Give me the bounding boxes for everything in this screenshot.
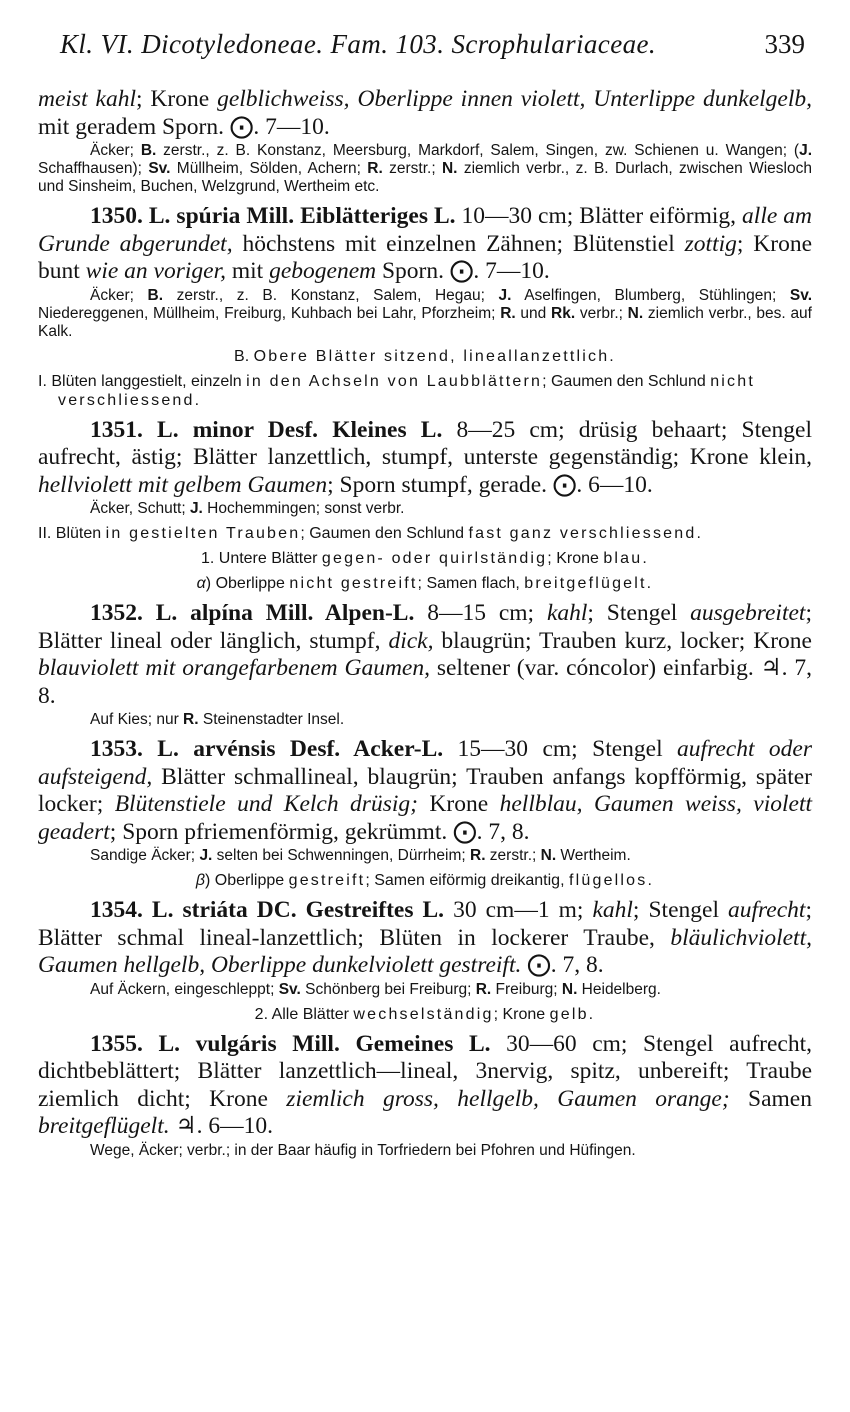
- bold-text: N.: [540, 847, 557, 864]
- italic-text: hellviolett mit gelbem Gaumen: [38, 471, 328, 498]
- bold-text: Rk.: [551, 304, 576, 322]
- italic-text: alle am Grunde abgerundet,: [38, 203, 813, 257]
- paragraph: [38, 1031, 812, 1141]
- text-run: ) Oberlippe: [205, 872, 289, 889]
- bold-text: B.: [140, 142, 157, 159]
- bold-text: 1355. L. vulgáris Mill. Gemeines L.: [90, 1030, 491, 1057]
- bold-text: R.: [183, 711, 199, 728]
- text-run: II. Blüten: [38, 525, 106, 542]
- text-run: ziemlich verbr., z. B. Durlach, zwischen Wiesloch und Sinsheim, Buchen, Welzgrund, Wertheim etc.: [38, 160, 812, 195]
- paragraph: [38, 86, 812, 141]
- spaced-text: wechselständig: [353, 1005, 494, 1023]
- bold-text: J.: [799, 142, 813, 159]
- text-run: ; Samen eiförmig dreikantig,: [365, 872, 569, 889]
- text-run: Aselfingen, Blumberg, Stühlingen;: [511, 286, 790, 304]
- text-run: zerstr.;: [382, 160, 442, 177]
- locality-note: [38, 500, 812, 518]
- text-run: verbr.;: [575, 304, 628, 322]
- text-run: 8—15 cm;: [414, 600, 547, 626]
- text-run: ; Gaumen den Schlund: [300, 525, 469, 542]
- text-run: selten bei Schwenningen, Dürrheim;: [212, 847, 470, 864]
- text-run: 15—30 cm; Stengel: [443, 736, 678, 762]
- text-run: Samen: [729, 1085, 812, 1112]
- locality-note: [38, 287, 812, 341]
- text-run: Müllheim, Sölden, Achern;: [170, 160, 368, 177]
- text-run: ; Stengel: [587, 600, 691, 626]
- italic-text: aufrecht oder aufsteigend,: [38, 736, 812, 790]
- bold-text: R.: [500, 304, 516, 322]
- spaced-text: blau.: [603, 550, 650, 567]
- spaced-text: gestreift: [288, 872, 366, 889]
- italic-text: Blütenstiele und Kelch drüsig;: [114, 791, 418, 817]
- text-run: 10—30 cm; Blätter eiförmig,: [455, 203, 743, 229]
- text-run: Hochemmingen; sonst verbr.: [202, 500, 405, 517]
- text-run: ; Krone: [135, 86, 218, 112]
- italic-text: β: [195, 872, 205, 889]
- bold-text: J.: [498, 286, 512, 304]
- bold-text: 1354. L. striáta DC. Gestreiftes L.: [90, 897, 445, 923]
- text-run: 2. Alle Blätter: [254, 1005, 354, 1023]
- key-line: [38, 574, 812, 593]
- text-run: seltener (var.: [429, 655, 567, 681]
- paragraph: [38, 203, 812, 286]
- italic-text: bläulichviolett, Gaumen hellgelb, Oberlippe dunkelviolett gestreift.: [38, 924, 812, 978]
- spaced-text: gelb.: [549, 1005, 596, 1023]
- text-run: ; Sporn stumpf, gerade. ⨀. 6—10.: [327, 471, 653, 498]
- spaced-text: fast ganz verschliessend.: [468, 525, 704, 542]
- bold-text: Sv.: [789, 286, 813, 304]
- bold-text: R.: [470, 847, 486, 864]
- paragraph: [38, 417, 812, 500]
- text-run: zerstr.;: [485, 847, 541, 864]
- key-line: [38, 347, 812, 366]
- bold-text: R.: [475, 980, 492, 998]
- paragraph: [38, 736, 812, 846]
- text-body: [38, 86, 812, 1160]
- bold-text: N.: [441, 160, 458, 177]
- text-run: Blätter schmallineal, blaugrün; Trauben anfangs kopfförmig, später locker;: [38, 763, 812, 817]
- key-line: [38, 1005, 812, 1024]
- text-run: I. Blüten langgestielt, einzeln: [38, 372, 247, 390]
- key-line: [38, 549, 812, 568]
- text-run: zerstr., z. B. Konstanz, Salem, Hegau;: [163, 286, 499, 304]
- bold-text: B.: [147, 286, 164, 304]
- spaced-text: cóncolor: [566, 655, 649, 681]
- text-run: Schönberg bei Freiburg;: [300, 980, 476, 998]
- text-run: Freiburg;: [491, 980, 562, 998]
- bold-text: J.: [189, 500, 203, 517]
- text-run: ziemlich verbr., bes. auf Kalk.: [38, 304, 812, 340]
- spaced-text: flügellos.: [568, 872, 655, 889]
- key-line: [38, 372, 812, 410]
- text-run: 30 cm—1 m;: [444, 897, 593, 923]
- text-run: Niedereggenen, Müllheim, Freiburg, Kuhbach bei Lahr, Pforzheim;: [38, 304, 501, 322]
- text-run: ) einfarbig. ♃. 7, 8.: [38, 655, 812, 709]
- locality-note: [38, 847, 812, 865]
- italic-text: meist kahl: [38, 86, 136, 112]
- text-run: ; Krone: [547, 550, 604, 567]
- text-run: Auf Äckern, eingeschleppt;: [90, 980, 279, 998]
- italic-text: wie an voriger,: [85, 258, 226, 284]
- bold-text: 1352. L. alpína Mill. Alpen-L.: [90, 600, 415, 626]
- spaced-text: in den Achseln von Laubblättern: [246, 372, 543, 390]
- bold-text: 1353. L. arvénsis Desf. Acker-L.: [90, 736, 444, 762]
- italic-text: ziemlich gross, hellgelb, Gaumen orange;: [286, 1085, 730, 1112]
- italic-text: kahl: [546, 600, 588, 626]
- text-run: 30—60 cm; Stengel aufrecht, dichtbeblättert; Blätter lanzettlich—lineal, 3nervig, spitz, unbereift; Traube ziemlich dicht; Krone: [38, 1030, 812, 1112]
- spaced-text: Obere Blätter sitzend, lineallanzettlich.: [253, 347, 616, 365]
- paragraph: [38, 600, 812, 710]
- text-run: ♃. 6—10.: [169, 1113, 273, 1139]
- text-run: Schaffhausen);: [38, 160, 149, 177]
- text-run: ; Stengel: [632, 897, 728, 923]
- text-run: Wertheim.: [556, 847, 631, 864]
- key-line: [38, 524, 812, 543]
- spaced-text: gegen- oder quirlständig: [321, 550, 548, 567]
- text-run: blaugrün; Trauben kurz, locker; Krone: [433, 627, 812, 654]
- bold-text: N.: [627, 304, 644, 322]
- bold-text: 1351. L. minor Desf. Kleines L.: [90, 416, 443, 443]
- spaced-text: in gestielten Trauben: [105, 525, 301, 542]
- text-run: zerstr., z. B. Konstanz, Meersburg, Markdorf, Salem, Singen, zw. Schienen u. Wangen; (: [156, 142, 800, 159]
- page-number: 339: [764, 29, 805, 59]
- italic-text: hellblau, Gaumen weiss, violett geadert: [38, 791, 813, 845]
- text-run: ; Krone: [493, 1005, 550, 1023]
- italic-text: blauviolett mit orangefarbenem Gaumen,: [38, 655, 430, 681]
- text-run: Äcker;: [90, 286, 148, 304]
- bold-text: J.: [199, 847, 213, 864]
- italic-text: α: [196, 575, 206, 592]
- text-run: Äcker, Schutt;: [90, 500, 190, 517]
- text-run: Heidelberg.: [577, 980, 661, 998]
- italic-text: ausgebreitet: [690, 600, 806, 626]
- italic-text: gebogenem: [269, 258, 377, 284]
- text-run: B.: [234, 347, 254, 365]
- bold-text: Sv.: [278, 980, 301, 998]
- bold-text: N.: [561, 980, 578, 998]
- italic-text: kahl: [592, 897, 633, 923]
- text-run: Auf Kies; nur: [90, 711, 184, 728]
- text-run: ; Blätter schmal lineal-lanzettlich; Blüten in lockerer Traube,: [38, 897, 812, 951]
- key-line: [38, 871, 812, 890]
- text-run: Steinenstadter Insel.: [198, 711, 345, 728]
- locality-note: [38, 1142, 812, 1160]
- text-run: Sandige Äcker;: [90, 847, 200, 864]
- italic-text: dick,: [388, 627, 434, 654]
- bold-text: Sv.: [148, 160, 171, 177]
- text-run: Sporn. ⨀. 7—10.: [376, 258, 550, 284]
- italic-text: breitgeflügelt.: [38, 1113, 170, 1139]
- locality-note: [38, 711, 812, 729]
- locality-note: [38, 142, 812, 196]
- spaced-text: breitgeflügelt.: [524, 575, 654, 592]
- text-run: ; Blätter lineal oder länglich, stumpf,: [38, 600, 812, 654]
- spaced-text: nicht verschliessend.: [58, 372, 755, 409]
- text-run: ; Gaumen den Schlund: [542, 372, 711, 390]
- text-run: Krone: [417, 791, 500, 817]
- text-run: ⨀. 7, 8.: [521, 952, 604, 978]
- running-title: Kl. VI. Dicotyledoneae. Fam. 103. Scrophulariaceae.: [60, 29, 657, 59]
- text-run: und: [515, 304, 552, 322]
- text-run: höchstens mit einzelnen Zähnen; Blütenstiel: [232, 230, 685, 257]
- text-run: ; Sporn pfriemenförmig, gekrümmt. ⨀. 7, 8.: [109, 818, 530, 845]
- text-run: Äcker;: [90, 142, 141, 159]
- spaced-text: nicht gestreift: [289, 575, 418, 592]
- text-run: 8—25 cm; drüsig behaart; Stengel aufrecht, ästig; Blätter lanzettlich, stumpf, unterste gegenständig; Krone klein,: [38, 416, 812, 470]
- text-run: Wege, Äcker; verbr.; in der Baar häufig in Torfriedern bei Pfohren und Hüfingen.: [90, 1141, 636, 1159]
- text-run: mit geradem Sporn. ⨀. 7—10.: [38, 113, 330, 140]
- text-run: ; Krone bunt: [38, 230, 812, 284]
- locality-note: [38, 981, 812, 999]
- bold-text: R.: [367, 160, 383, 177]
- text-run: ; Samen flach,: [417, 575, 525, 592]
- bold-text: 1350. L. spúria Mill. Eiblätteriges L.: [90, 203, 456, 229]
- text-run: 1. Untere Blätter: [200, 550, 322, 567]
- text-run: ) Oberlippe: [205, 575, 290, 592]
- italic-text: zottig: [684, 230, 737, 257]
- paragraph: [38, 897, 812, 980]
- text-run: mit: [226, 258, 270, 284]
- italic-text: aufrecht: [728, 897, 806, 923]
- italic-text: gelblichweiss, Oberlippe innen violett, Unterlippe dunkelgelb,: [217, 86, 812, 112]
- running-header: [60, 22, 805, 66]
